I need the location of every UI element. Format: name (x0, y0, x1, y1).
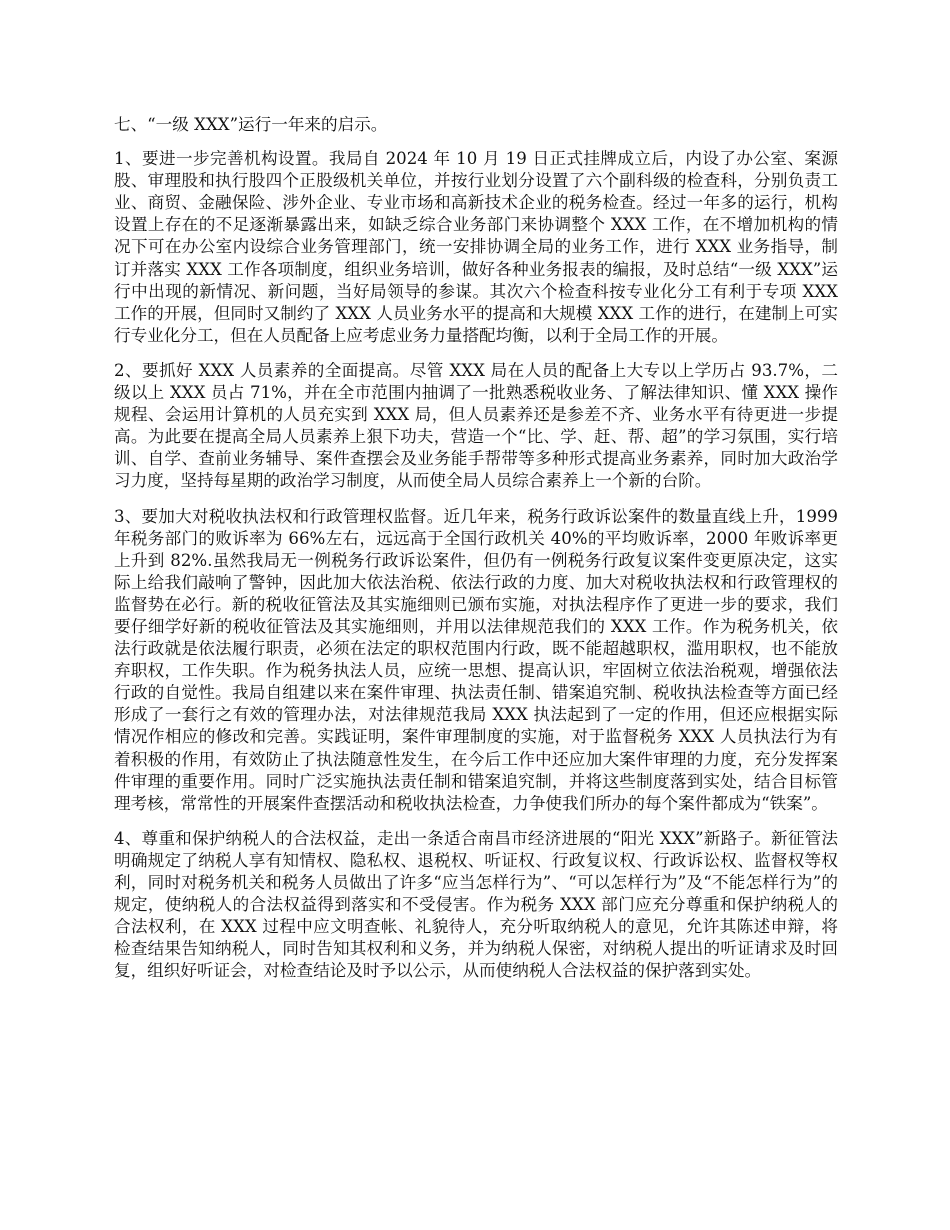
paragraph-2: 2、要抓好 XXX 人员素养的全面提高。尽管 XXX 局在人员的配备上大专以上学历占 93.7%，二级以上 XXX 员占 71%，并在全市范围内抽调了一批熟悉税收业务、了解法律知识、懂 XXX 操作规程、会运用计算机的人员充实到 XXX 局，但人员素养还是参差不齐、业务水平有待更进一步提高。为此要在提高全局人员素养上狠下功夫，营造一个“比、学、赶、帮、超”的学习氛围，实行培训、自学、查前业务辅导、案件查摆会及业务能手帮带等多种形式提高业务素养，同时加大政治学习力度，坚持每星期的政治学习制度，从而使全局人员综合素养上一个新的台阶。 (114, 360, 838, 491)
document-page (114, 114, 838, 995)
paragraph-1: 1、要进一步完善机构设置。我局自 2024 年 10 月 19 日正式挂牌成立后，内设了办公室、案源股、审理股和执行股四个正股级机关单位，并按行业划分设置了六个副科级的检查科，分别负责工业、商贸、金融保险、涉外企业、专业市场和高新技术企业的税务检查。经过一年多的运行，机构设置上存在的不足逐渐暴露出来，如缺乏综合业务部门来协调整个 XXX 工作，在不增加机构的情况下可在办公室内设综合业务管理部门，统一安排协调全局的业务工作，进行 XXX 业务指导，制订并落实 XXX 工作各项制度，组织业务培训，做好各种业务报表的编报，及时总结“一级 XXX”运行中出现的新情况、新问题，当好局领导的参谋。其次六个检查科按专业化分工有利于专项 XXX 工作的开展，但同时又制约了 XXX 人员业务水平的提高和大规模 XXX 工作的进行，在建制上可实行专业化分工，但在人员配备上应考虑业务力量搭配均衡，以利于全局工作的开展。 (114, 149, 838, 345)
paragraph-4: 4、尊重和保护纳税人的合法权益，走出一条适合南昌市经济进展的“阳光 XXX”新路子。新征管法明确规定了纳税人享有知情权、隐私权、退税权、听证权、行政复议权、行政诉讼权、监督权等权利，同时对税务机关和税务人员做出了许多“应当怎样行为”、“可以怎样行为”及“不能怎样行为”的规定，使纳税人的合法权益得到落实和不受侵害。作为税务 XXX 部门应充分尊重和保护纳税人的合法权利，在 XXX 过程中应文明查帐、礼貌待人，充分听取纳税人的意见，允许其陈述申辩，将检查结果告知纳税人，同时告知其权利和义务，并为纳税人保密，对纳税人提出的听证请求及时回复，组织好听证会，对检查结论及时予以公示，从而使纳税人合法权益的保护落到实处。 (114, 828, 838, 981)
paragraph-3: 3、要加大对税收执法权和行政管理权监督。近几年来，税务行政诉讼案件的数量直线上升，1999 年税务部门的败诉率为 66%左右，远远高于全国行政机关 40%的平均败诉率，2000 年败诉率更上升到 82%.虽然我局无一例税务行政诉讼案件，但仍有一例税务行政复议案件变更原决定，这实际上给我们敲响了警钟，因此加大依法治税、依法行政的力度、加大对税收执法权和行政管理权的监督势在必行。新的税收征管法及其实施细则已颁布实施，对执法程序作了更进一步的要求，我们要仔细学好新的税收征管法及其实施细则，并用以法律规范我们的 XXX 工作。作为税务机关，依法行政就是依法履行职责，必须在法定的职权范围内行政，既不能超越职权，滥用职权，也不能放弃职权，工作失职。作为税务执法人员，应统一思想、提高认识，牢固树立依法治税观，增强依法行政的自觉性。我局自组建以来在案件审理、执法责任制、错案追究制、税收执法检查等方面已经形成了一套行之有效的管理办法，对法律规范我局 XXX 执法起到了一定的作用，但还应根据实际情况作相应的修改和完善。实践证明，案件审理制度的实施，对于监督税务 XXX 人员执法行为有着积极的作用，有效防止了执法随意性发生，在今后工作中还应加大案件审理的力度，充分发挥案件审理的重要作用。同时广泛实施执法责任制和错案追究制，并将这些制度落到实处，结合目标管理考核，常常性的开展案件查摆活动和税收执法检查，力争使我们所办的每个案件都成为“铁案”。 (114, 506, 838, 813)
section-heading: 七、“一级 XXX”运行一年来的启示。 (114, 115, 388, 134)
